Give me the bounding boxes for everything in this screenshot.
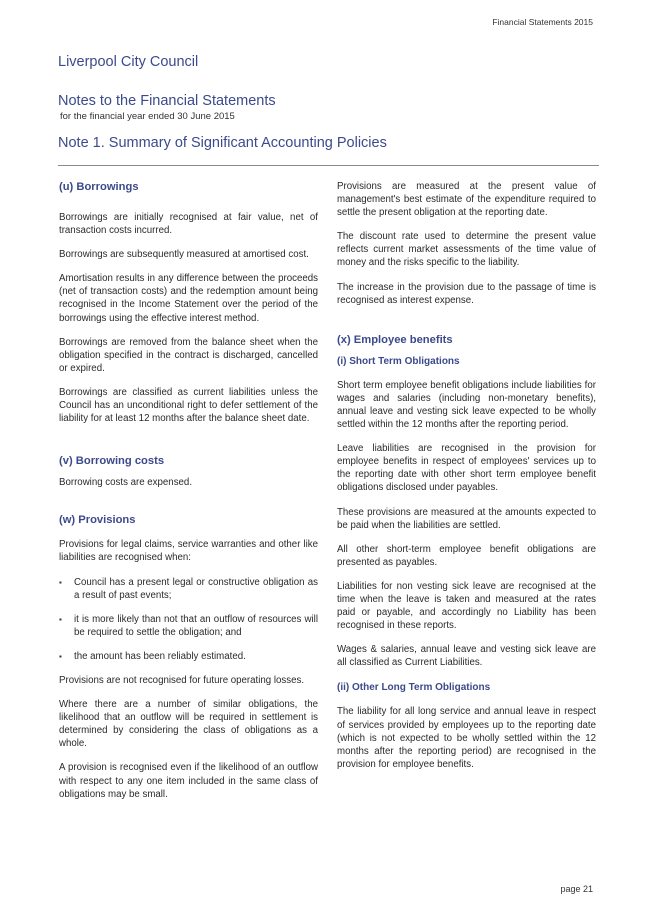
paragraph: Where there are a number of similar obligations, the likelihood that an outflow will be required in settlement is determined by considering the class of obligations as a whole. [59, 699, 318, 750]
paragraph: Borrowing costs are expensed. [59, 477, 193, 489]
paragraph: A provision is recognised even if the likelihood of an outflow with respect to any one item included in the same class of obligations may be small. [59, 762, 318, 800]
paragraph: Borrowings are initially recognised at fair value, net of transaction costs incurred. [59, 212, 318, 237]
paragraph: The liability for all long service and annual leave in respect of services provided by employees up to the reporting date (which is not expected to be wholly settled within the 12 months after the reporting period) are recognised in the provision for employee benefits. [337, 706, 596, 770]
paragraph: Provisions are measured at the present value of management's best estimate of the expenditure required to settle the present obligation at the reporting date. [337, 181, 596, 219]
section-heading-provisions: (w) Provisions [59, 514, 136, 527]
subsection-heading-long-term: (ii) Other Long Term Obligations [337, 682, 491, 694]
paragraph: Wages & salaries, annual leave and vesting sick leave are all classified as Current Liabilities. [337, 644, 596, 669]
paragraph: Leave liabilities are recognised in the provision for employee benefits in respect of employees' services up to the reporting date with other short term employee benefit obligations disclosed under payables. [337, 443, 596, 494]
reporting-period: for the financial year ended 30 June 2015 [60, 111, 235, 122]
paragraph: Short term employee benefit obligations include liabilities for wages and salaries (including non-monetary benefits), annual leave and vesting sick leave expected to be wholly settled within the 12 months after the reporting period. [337, 379, 596, 431]
bullet-item: ▪ the amount has been reliably estimated. [59, 650, 318, 663]
paragraph: Borrowings are classified as current liabilities unless the Council has an unconditional right to defer settlement of the liability for at least 12 months after the balance sheet date. [59, 386, 318, 425]
paragraph: The discount rate used to determine the present value reflects current market assessments of the time value of money and the risks specific to the liability. [337, 231, 596, 269]
header-divider [58, 165, 599, 166]
paragraph: Borrowings are subsequently measured at amortised cost. [59, 249, 309, 261]
note-title: Note 1. Summary of Significant Accounting Policies [58, 135, 387, 151]
paragraph: Provisions for legal claims, service warranties and other like liabilities are recognised when: [59, 539, 318, 564]
left-column [59, 176, 318, 801]
organisation-name: Liverpool City Council [58, 54, 199, 70]
document-title: Notes to the Financial Statements [58, 93, 276, 109]
paragraph: Amortisation results in any difference between the proceeds (net of transaction costs) and the redemption amount being recognised in the Income Statement over the period of the borrowings using the effective interest method. [59, 273, 318, 324]
bullet-item: ▪ Council has a present legal or constructive obligation as a result of past events; [59, 576, 318, 602]
section-heading-borrowing-costs: (v) Borrowing costs [59, 455, 165, 468]
paragraph: All other short-term employee benefit obligations are presented as payables. [337, 543, 596, 568]
subsection-heading-short-term: (i) Short Term Obligations [337, 355, 460, 367]
section-heading-employee-benefits: (x) Employee benefits [337, 333, 453, 346]
page-number: page 21 [560, 884, 593, 894]
paragraph: These provisions are measured at the amounts expected to be paid when the liabilities are settled. [337, 506, 596, 531]
right-column [337, 176, 596, 771]
paragraph: The increase in the provision due to the passage of time is recognised as interest expense. [337, 281, 596, 306]
paragraph: Liabilities for non vesting sick leave are recognised at the time when the leave is taken and measured at the rates paid or payable, and accordingly no Liability has been recognised in these reports. [337, 580, 596, 632]
bullet-item: ▪ it is more likely than not that an outflow of resources will be required to settle the obligation; and [59, 613, 318, 639]
paragraph: Provisions are not recognised for future operating losses. [59, 674, 305, 686]
running-header: Financial Statements 2015 [492, 17, 593, 27]
paragraph: Borrowings are removed from the balance sheet when the obligation specified in the contract is discharged, cancelled or expired. [59, 336, 318, 374]
section-heading-borrowings: (u) Borrowings [59, 181, 139, 193]
